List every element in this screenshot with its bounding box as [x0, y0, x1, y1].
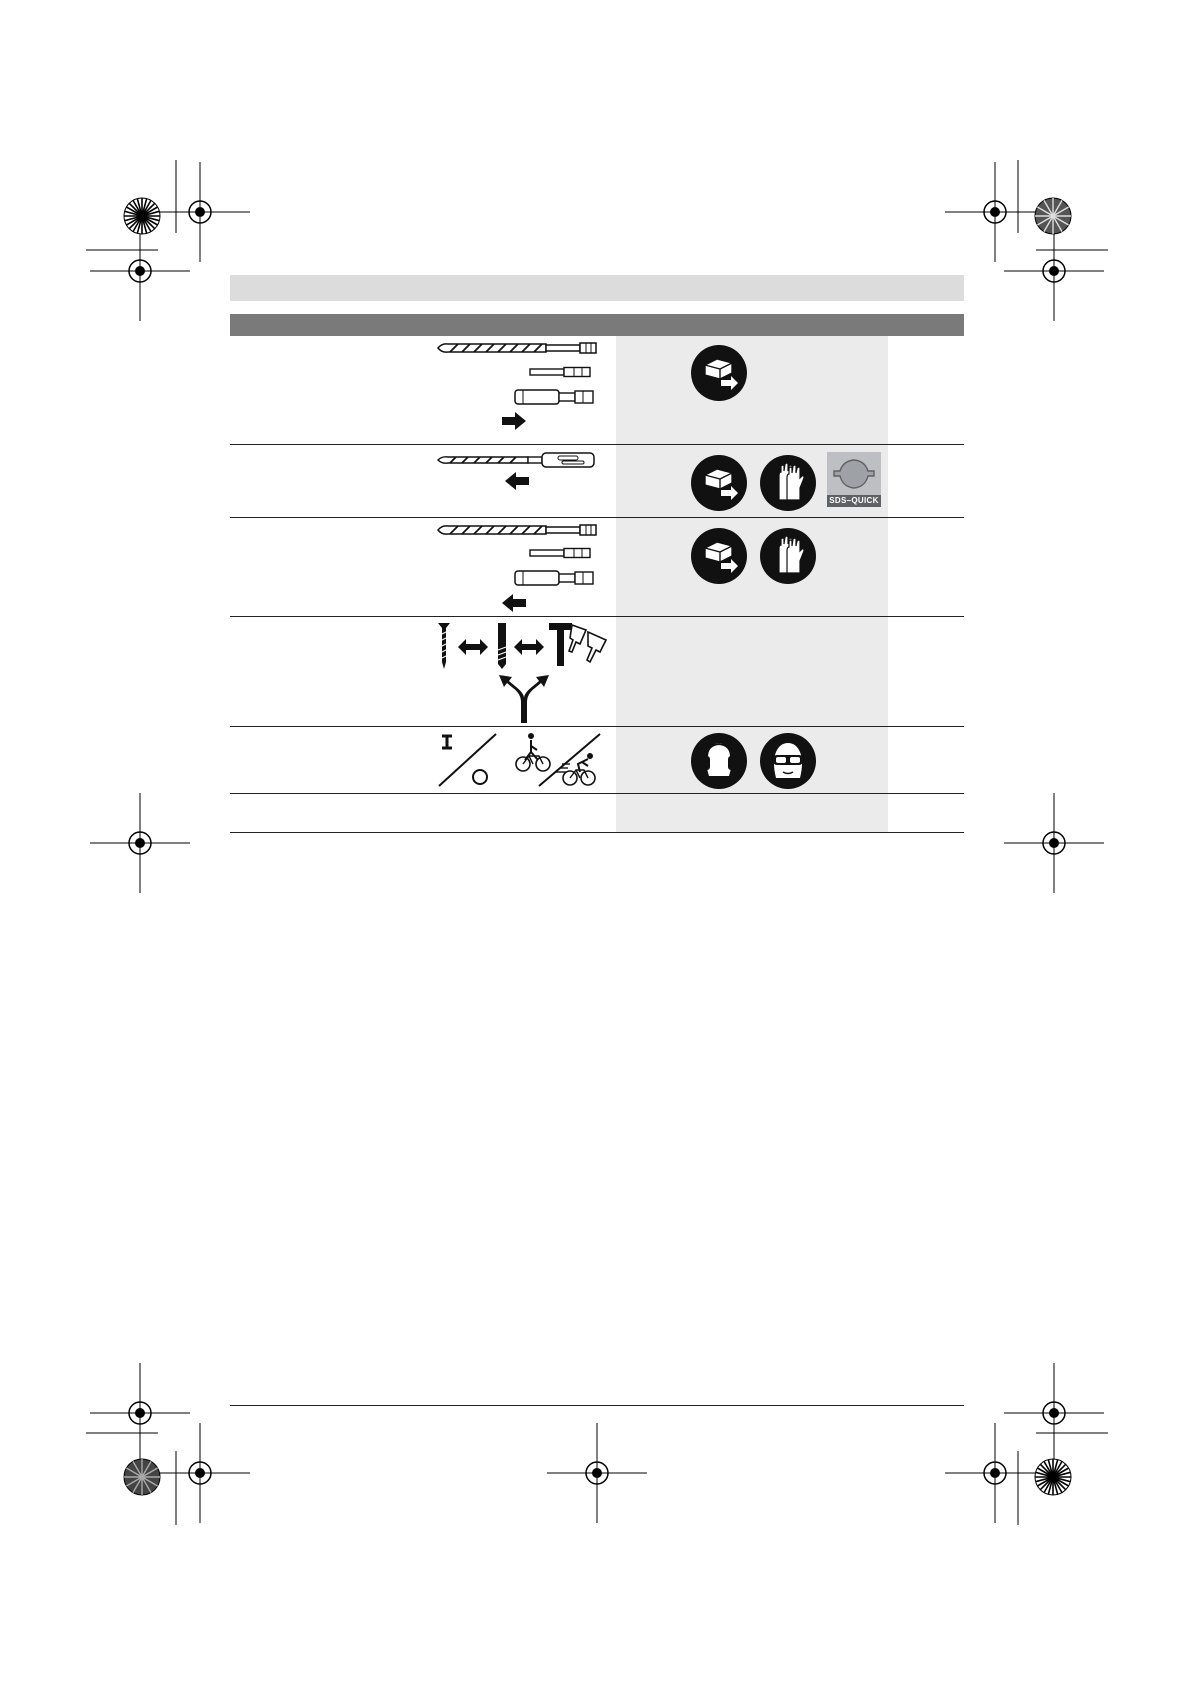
screwdriver-bit-icon: [528, 366, 592, 378]
sds-shank-icon: [827, 452, 881, 494]
symbol-column-shade: [616, 336, 888, 833]
arrow-left-icon: [501, 594, 527, 612]
double-arrow-icon: [457, 638, 489, 656]
gloves-icon: [759, 527, 817, 585]
drill-bit-icon: [436, 522, 598, 538]
speed-fast-icon: [536, 732, 602, 788]
dust-protection-icon: [690, 344, 748, 402]
drill-bit-icon: [436, 340, 598, 356]
dust-protection-icon: [690, 527, 748, 585]
page-header-bar: [230, 275, 964, 301]
mode-select-icon: [496, 674, 552, 724]
gloves-icon: [759, 454, 817, 512]
sds-drill-bit-icon: [436, 451, 596, 469]
bit-holder-icon: [513, 388, 595, 406]
row-divider: [230, 793, 964, 794]
bit-holder-icon: [513, 569, 595, 587]
screw-icon: [437, 622, 451, 670]
row-divider: [230, 444, 964, 445]
dust-protection-icon: [690, 454, 748, 512]
row-divider: [230, 517, 964, 518]
arrow-right-icon: [501, 412, 527, 430]
hammer-icon: [548, 622, 610, 670]
sds-quick-icon: [827, 452, 881, 507]
color-rosette-bottom-left: [122, 1457, 162, 1497]
table-header: [230, 314, 964, 336]
eye-protection-icon: [759, 732, 817, 790]
row-divider: [230, 726, 964, 727]
table-bottom-rule: [230, 832, 964, 833]
on-off-icon: [436, 732, 498, 788]
row-divider: [230, 616, 964, 617]
color-rosette-top-right: [1033, 196, 1073, 236]
color-rosette-bottom-right: [1033, 1457, 1073, 1497]
sds-quick-label: SDS–QUICK: [827, 495, 881, 507]
arrow-left-icon: [504, 472, 530, 490]
color-rosette-top-left: [122, 196, 162, 236]
footer-rule: [230, 1405, 964, 1406]
drill-icon: [496, 622, 508, 670]
double-arrow-icon: [513, 638, 545, 656]
ear-protection-icon: [690, 732, 748, 790]
screwdriver-bit-icon: [528, 547, 592, 559]
